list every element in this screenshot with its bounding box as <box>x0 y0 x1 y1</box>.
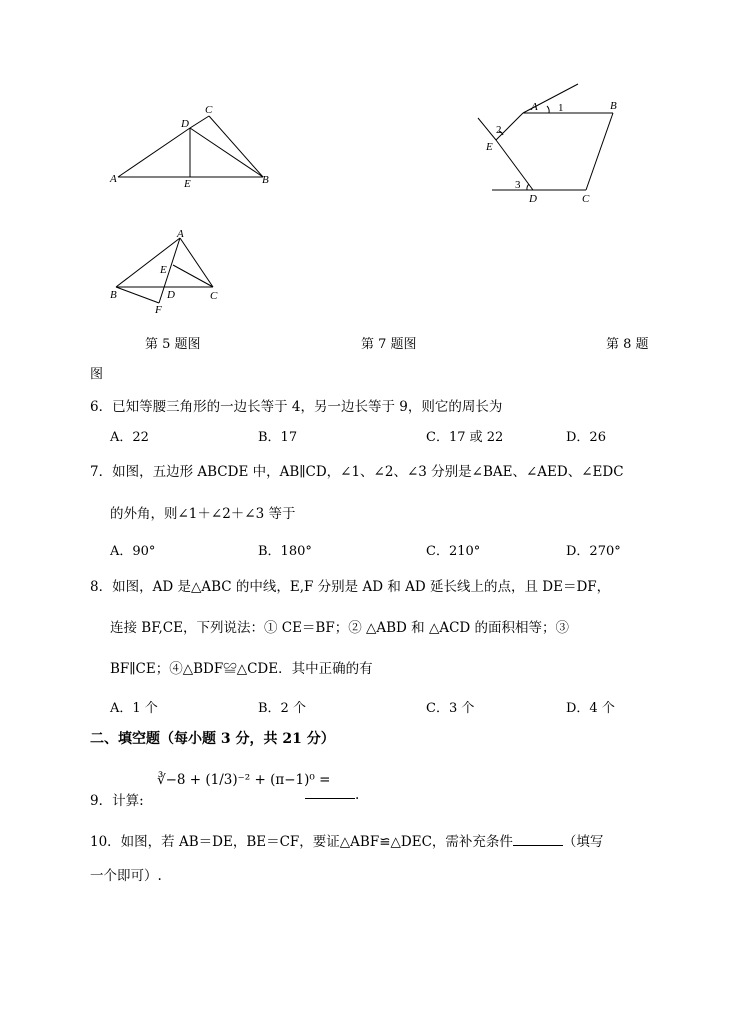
fig5-label-e: E <box>184 178 191 190</box>
q10-answer-blank[interactable] <box>513 833 563 846</box>
caption-fig5: 第 5 题图 <box>145 337 201 352</box>
caption-fig8: 第 8 题 <box>606 337 649 352</box>
caption-fig7: 第 7 题图 <box>361 337 417 352</box>
q8-option-c: C．3 个 <box>426 701 475 716</box>
q6-option-b: B．17 <box>258 430 298 445</box>
q8-option-d: D．4 个 <box>566 701 615 716</box>
section-2-heading: 二、填空题（每小题 3 分，共 21 分） <box>90 731 335 747</box>
q8-option-b: B．2 个 <box>258 701 306 716</box>
fig7-label-e: E <box>486 141 493 153</box>
fig8-label-d: D <box>167 289 175 301</box>
fig8-label-b: B <box>110 289 117 301</box>
q6-option-a: A．22 <box>110 430 149 445</box>
q7-option-c: C．210° <box>426 544 481 559</box>
q7-option-b: B．180° <box>258 544 312 559</box>
fig7-label-d: D <box>529 193 537 205</box>
fig8-label-a: A <box>177 228 184 240</box>
q9-answer-line[interactable] <box>305 786 359 803</box>
q8-stem-line1: 8．如图，AD 是△ABC 的中线，E,F 分别是 AD 和 AD 延长线上的点，且 DE＝DF， <box>90 579 611 595</box>
fig5-label-a: A <box>110 173 117 185</box>
q9-end-period: . <box>355 787 360 803</box>
fig5-label-d: D <box>181 118 189 130</box>
q8-stem-line2: 连接 BF,CE，下列说法：① CE＝BF；② △ABD 和 △ACD 的面积相等；③ <box>110 620 570 636</box>
q6-option-d: D．26 <box>566 430 606 445</box>
fig7-label-2: 2 <box>496 124 502 136</box>
fig8-label-e: E <box>160 264 167 276</box>
caption-fig8-continued: 图 <box>90 367 104 382</box>
q6-option-c: C．17 或 22 <box>426 430 504 445</box>
q10-stem-line2: 一个即可）. <box>90 868 162 884</box>
q7-stem-line1: 7．如图，五边形 ABCDE 中，AB∥CD，∠1、∠2、∠3 分别是∠BAE、∠AED、∠EDC <box>90 464 624 480</box>
fig5-label-c: C <box>205 104 213 116</box>
q9-answer-blank[interactable] <box>305 786 355 799</box>
fig5-label-b: B <box>262 174 269 186</box>
q10-stem-part-a: 10．如图，若 AB＝DE，BE＝CF，要证△ABF≌△DEC，需补充条件 <box>90 834 513 850</box>
q7-option-a: A．90° <box>110 544 156 559</box>
q9-expression: ∛−8 + (1/3)⁻² + (π−1)⁰ = <box>157 772 331 788</box>
q7-stem-line2: 的外角，则∠1＋∠2＋∠3 等于 <box>110 506 296 522</box>
q6-stem: 6．已知等腰三角形的一边长等于 4，另一边长等于 9，则它的周长为 <box>90 399 503 415</box>
fig7-label-3: 3 <box>515 179 521 191</box>
q7-option-d: D．270° <box>566 544 621 559</box>
q9-label: 9．计算: <box>90 793 144 809</box>
fig7-label-b: B <box>610 100 617 112</box>
q8-stem-line3: BF∥CE；④△BDF≌△CDE．其中正确的有 <box>110 661 373 677</box>
q10-stem-line1 <box>90 830 603 850</box>
fig8-label-f: F <box>155 304 162 316</box>
q8-option-a: A．1 个 <box>110 701 158 716</box>
q10-stem-part-b: （填写 <box>562 834 604 850</box>
fig7-label-a: A <box>531 101 538 113</box>
fig7-label-1: 1 <box>558 102 564 114</box>
fig7-label-c: C <box>582 193 590 205</box>
fig8-label-c: C <box>210 290 218 302</box>
